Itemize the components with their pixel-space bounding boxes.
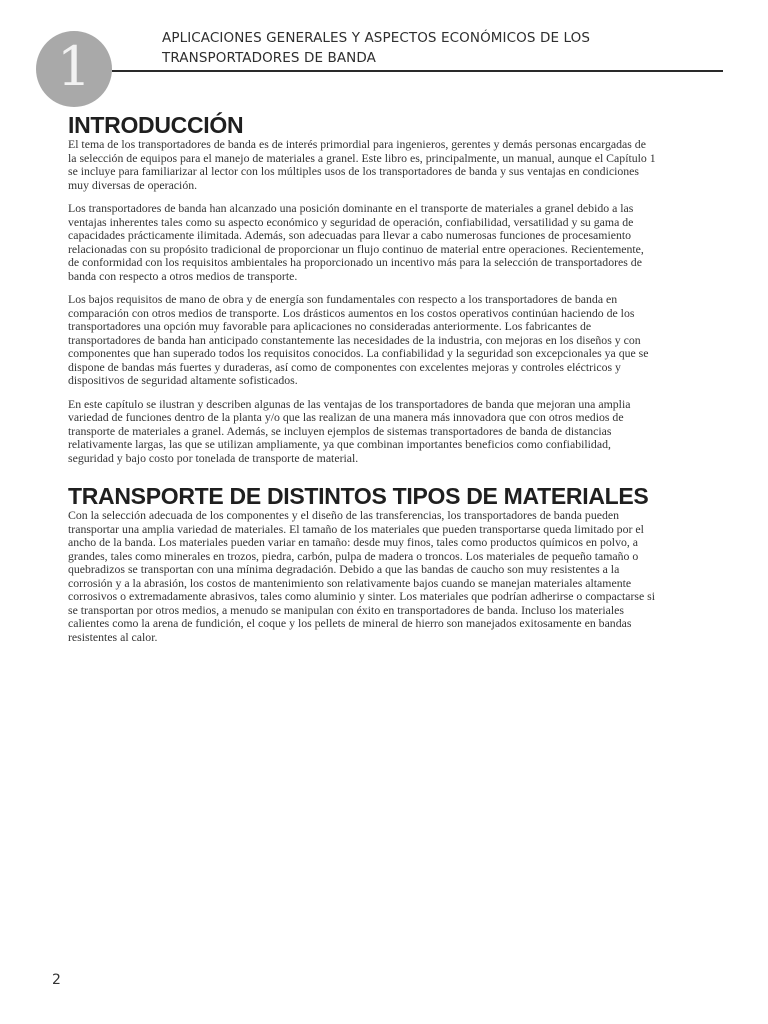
running-head — [162, 28, 722, 68]
page-number: 2 — [52, 972, 61, 988]
section-heading: TRANSPORTE DE DISTINTOS TIPOS DE MATERIALES — [68, 483, 649, 509]
paragraph: Con la selección adecuada de los componentes y el diseño de las transferencias, los transportadores de banda pueden transportar una amplia variedad de materiales. El tamaño de los materiales que pueden transportarse queda limitado por el ancho de la banda. Los materiales pueden variar en tamaño: desde muy finos, tales como productos químicos en polvo, a grandes, tales como minerales en trozos, piedra, carbón, pulpa de madera o troncos. Los materiales de pequeño tamaño o quebradizos se transportan con una mínima degradación. Debido a que las bandas de caucho son muy resistentes a la corrosión y a la abrasión, los costos de mantenimiento son relativamente bajos cuando se manejan materiales altamente corrosivos o extremadamente abrasivos, tales como aluminio y sinter. Los materiales que podrían adherirse o compactarse si se transportan por otros medios, a menudo se manipulan con éxito en transportadores de banda. Incluso los materiales calientes como la arena de fundición, el coque y los pellets de mineral de hierro son manejados exitosamente en bandas resistentes al calor. — [68, 508, 656, 644]
running-head-line-2: TRANSPORTADORES DE BANDA — [162, 50, 376, 66]
header-rule — [112, 70, 723, 72]
paragraph: En este capítulo se ilustran y describen algunas de las ventajas de los transportadores de banda que mejoran una amplia variedad de funciones dentro de la planta y/o que las realizan de una manera más innovadora que con otros medios de transporte de materiales a granel. Además, se incluyen ejemplos de sistemas transportadores de banda de distancias relativamente largas, las que se utilizan ampliamente, ya que combinan importantes beneficios como confiabilidad, seguridad y bajo costo por tonelada de transporte de material. — [68, 396, 631, 465]
section-heading: INTRODUCCIÓN — [68, 112, 244, 138]
page-body — [68, 112, 656, 654]
paragraph: El tema de los transportadores de banda es de interés primordial para ingenieros, gerentes y demás personas encargadas de la selección de equipos para el manejo de materiales a granel. Este libro es, principalmente, un manual, aunque el Capítulo 1 se incluye para familiarizar al lector con los múltiples usos de los transportadores de banda y sus ventajas en condiciones muy diversas de operación. — [68, 137, 656, 192]
paragraph: Los transportadores de banda han alcanzado una posición dominante en el transporte de materiales a granel debido a las ventajas inherentes tales como su aspecto económico y seguridad de operación, confiabilidad, versatilidad y su gama de capacidades prácticamente ilimitada. Además, son adecuadas para llevar a cabo numerosas funciones de procesamiento relacionadas con su propósito tradicional de proporcionar un flujo continuo de material entre operaciones. Recientemente, de conformidad con los requisitos ambientales ha proporcionado un incentivo más para la selección de transportadores de banda con respecto a otros medios de transporte. — [68, 201, 644, 283]
paragraph: Los bajos requisitos de mano de obra y de energía son fundamentales con respecto a los transportadores de banda en comparación con otros medios de transporte. Los drásticos aumentos en los costos operativos continúan haciendo de los transportadores una opción muy favorable para aplicaciones no consideradas anteriormente. Los fabricantes de transportadores de banda han anticipado constantemente las necesidades de la industria, con mejoras en los diseños y con componentes que han superado todos los requisitos conocidos. La confiabilidad y la seguridad son excepcionales ya que se dispone de bandas más fuertes y duraderas, así como de componentes con excelentes mejoras y controles eléctricos y dispositivos de seguridad altamente sofisticados. — [68, 292, 649, 387]
section-transporte-materiales — [68, 483, 656, 644]
section-introduccion — [68, 112, 656, 465]
chapter-number-badge — [36, 31, 112, 107]
chapter-number: 1 — [56, 35, 92, 98]
running-head-line-1: APLICACIONES GENERALES Y ASPECTOS ECONÓMICOS DE LOS — [162, 30, 590, 46]
